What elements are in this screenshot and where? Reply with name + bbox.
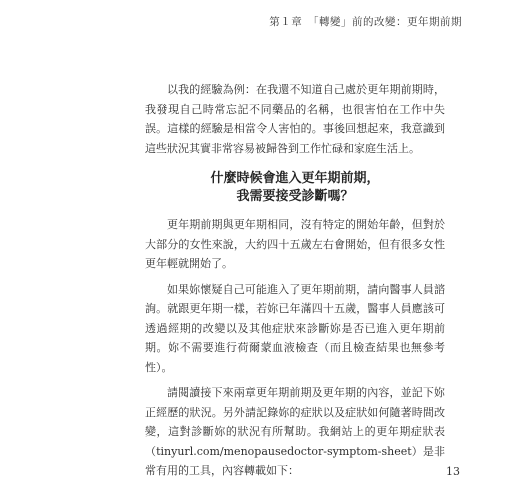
section-heading-line-1: 什麼時候會進入更年期前期，: [210, 171, 380, 186]
intro-paragraph: 以我的經驗為例：在我還不知道自己處於更年期前期時，我發現自己時常忘記不同藥品的名稱，也很害怕在工作中失誤。這樣的經驗是相當令人害怕的。事後回想起來，我意識到這些狀況其實非常容易被歸咎到工作忙碌和家庭生活上。: [145, 83, 445, 155]
section-body: [145, 215, 445, 487]
running-header: 第１章 「轉變」前的改變：更年期前期: [269, 16, 462, 28]
body-paragraph-1: 更年期前期與更年期相同，沒有特定的開始年齡，但對於大部分的女性來說，大約四十五歲左右會開始，但有很多女性更年輕就開始了。: [145, 218, 445, 270]
section-heading: [145, 170, 445, 206]
body-paragraph-2: 如果妳懷疑自己可能進入了更年期前期，請向醫事人員諮詢。就跟更年期一樣，若妳已年滿四十五歲，醫事人員應該可透過經期的改變以及其他症狀來診斷妳是否已進入更年期前期。妳不需要進行荷爾蒙血液檢查（而且檢查結果也無參考性）。: [145, 282, 445, 374]
intro-section: [145, 80, 445, 158]
page-number: 13: [446, 465, 460, 478]
section-heading-line-2: 我需要接受診斷嗎？: [236, 189, 354, 204]
body-paragraph-3: 請閱讀接下來兩章更年期前期及更年期的內容，並記下妳正經歷的狀況。另外請記錄妳的症狀以及症狀如何隨著時間改變，這對診斷妳的狀況有所幫助。我網站上的更年期症狀表（tinyurl.com/menopausedoctor-symptom-sheet）是非常有用的工具，內容轉載如下：: [145, 386, 445, 477]
